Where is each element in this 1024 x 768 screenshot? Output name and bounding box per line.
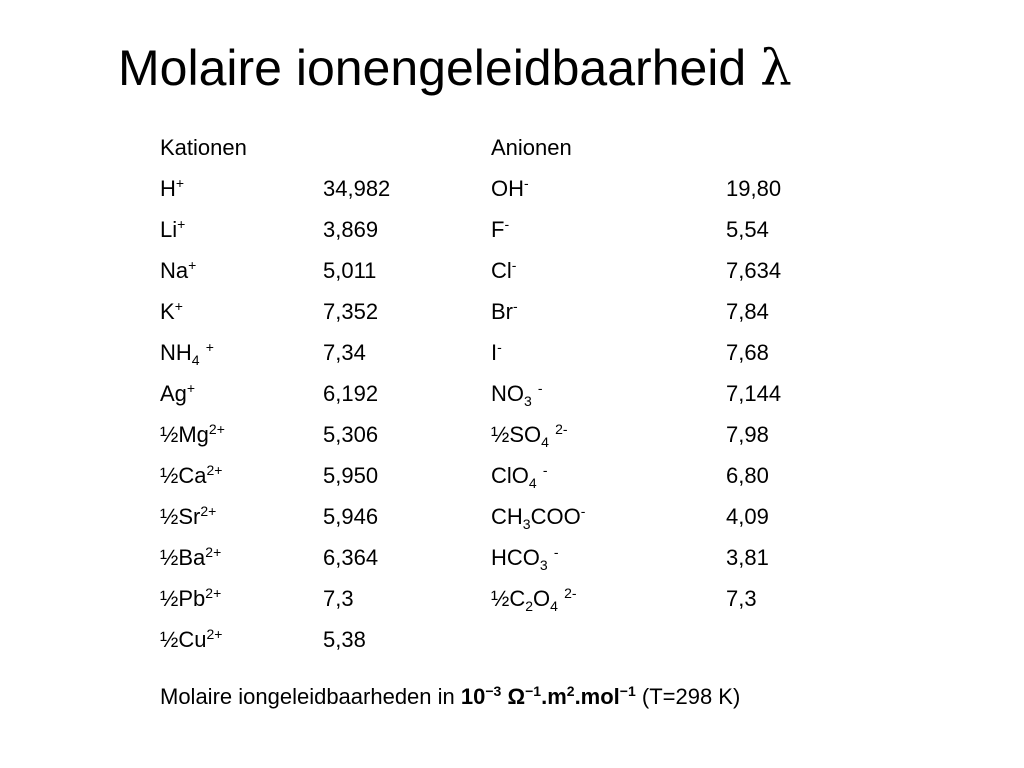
kation-value: 5,306 [323, 422, 379, 447]
kation-formula [160, 339, 214, 367]
kation-formula [160, 257, 196, 285]
anion-formula [491, 380, 543, 408]
formula-base: Mg [178, 422, 209, 447]
kation-value: 7,34 [323, 340, 366, 365]
formula-base: Cu [178, 627, 207, 652]
formula-charge: - [542, 462, 548, 478]
kation-formula [160, 216, 185, 244]
kation-formula [160, 298, 183, 326]
formula-subscript: 4 [541, 434, 549, 450]
formula-subscript: 4 [550, 598, 558, 614]
anion-value: 7,68 [726, 340, 769, 365]
formula-base: Pb [178, 586, 206, 611]
formula-charge: + [188, 257, 197, 273]
kation-formula [160, 380, 195, 408]
formula-charge: + [177, 216, 186, 232]
kation-value: 34,982 [323, 176, 391, 201]
footer-prefix: Molaire iongeleidbaarheden in [160, 684, 461, 709]
page-title [118, 36, 792, 100]
kation-formula [160, 544, 221, 572]
formula-base: Ca [178, 463, 207, 488]
formula-base: H [160, 176, 176, 201]
formula-charge: - [580, 503, 586, 519]
formula-charge: - [513, 298, 518, 314]
formula-subscript: 3 [524, 393, 532, 409]
kation-value: 6,364 [323, 545, 379, 570]
anion-formula [491, 462, 547, 490]
anion-formula [491, 421, 568, 449]
formula-text: F [491, 217, 505, 242]
kation-value: 5,946 [323, 504, 379, 529]
formula-base: Ag [160, 381, 187, 406]
footer-units-note [160, 682, 740, 712]
formula-prefix: ½ [160, 463, 179, 488]
formula-text: ½C [491, 586, 526, 611]
formula-charge: 2- [564, 585, 577, 601]
formula-charge: + [174, 298, 183, 314]
kation-formula [160, 503, 216, 531]
anion-value: 5,54 [726, 217, 769, 242]
formula-prefix: ½ [160, 545, 179, 570]
formula-subscript: 3 [522, 516, 531, 532]
header-anionen: Anionen [491, 135, 572, 160]
formula-charge: 2+ [205, 544, 222, 560]
kation-formula [160, 175, 184, 203]
formula-text: COO [530, 504, 581, 529]
anion-value: 4,09 [726, 504, 769, 529]
formula-charge: + [205, 339, 214, 355]
anion-value: 7,84 [726, 299, 769, 324]
kation-formula [160, 462, 222, 490]
anion-formula [491, 585, 577, 613]
kation-formula [160, 421, 225, 449]
kation-value: 5,38 [323, 627, 366, 652]
formula-text: OH [491, 176, 524, 201]
formula-charge: 2- [555, 421, 568, 437]
anion-value: 3,81 [726, 545, 769, 570]
anion-formula [491, 175, 529, 203]
formula-charge: 2+ [208, 421, 225, 437]
formula-charge: - [553, 544, 559, 560]
kation-value: 5,950 [323, 463, 379, 488]
header-kationen: Kationen [160, 135, 247, 160]
formula-subscript: 4 [528, 475, 537, 491]
formula-prefix: ½ [160, 586, 179, 611]
title-text: Molaire ionengeleidbaarheid [118, 40, 747, 96]
formula-charge: + [175, 175, 185, 191]
formula-text: HCO [491, 545, 540, 570]
formula-base: NH [160, 340, 192, 365]
kation-formula [160, 626, 222, 654]
anion-value: 7,98 [726, 422, 769, 447]
formula-text: Cl [491, 258, 512, 283]
formula-subscript: 3 [539, 557, 548, 573]
kation-value: 5,011 [323, 258, 377, 283]
formula-charge: 2+ [206, 626, 223, 642]
formula-text: ½SO [491, 422, 542, 447]
kation-value: 6,192 [323, 381, 379, 406]
formula-base: K [160, 299, 175, 324]
formula-prefix: ½ [160, 422, 179, 447]
formula-subscript: 2 [525, 598, 534, 614]
formula-base: Sr [178, 504, 201, 529]
formula-text: O [533, 586, 551, 611]
formula-text: I [491, 340, 498, 365]
formula-text: NO [491, 381, 524, 406]
formula-base: Li [160, 217, 178, 242]
anion-value: 6,80 [726, 463, 769, 488]
formula-charge: + [186, 380, 196, 396]
anion-formula [491, 216, 509, 244]
formula-base: Na [160, 258, 189, 283]
formula-prefix: ½ [160, 504, 179, 529]
formula-text: ClO [491, 463, 529, 488]
formula-prefix: ½ [160, 627, 179, 652]
formula-text: CH [491, 504, 523, 529]
kation-value: 7,352 [323, 299, 379, 324]
anion-value: 7,3 [726, 586, 757, 611]
formula-charge: - [537, 380, 543, 396]
anion-value: 7,634 [726, 258, 782, 283]
footer-suffix: (T=298 K) [635, 684, 741, 709]
anion-formula [491, 544, 558, 572]
footer-unit: $10^{-3}$ $\Omega^{-1}.m^2.mol^{-1}$ [460, 683, 636, 709]
anion-formula [491, 298, 518, 326]
formula-charge: - [504, 216, 510, 232]
formula-charge: - [524, 175, 529, 191]
anion-value: 7,144 [726, 381, 782, 406]
kation-value: 7,3 [323, 586, 354, 611]
anion-formula [491, 503, 585, 531]
formula-base: Ba [178, 545, 206, 570]
formula-charge: 2+ [200, 503, 217, 519]
kation-formula [160, 585, 221, 613]
anion-value: 19,80 [726, 176, 782, 201]
formula-subscript: 4 [191, 352, 200, 368]
anion-formula [491, 339, 502, 367]
formula-text: Br [491, 299, 513, 324]
kation-value: 3,869 [323, 217, 379, 242]
formula-charge: 2+ [205, 585, 222, 601]
formula-charge: - [497, 339, 502, 355]
formula-charge: - [511, 257, 517, 273]
formula-charge: 2+ [206, 462, 223, 478]
lambda-symbol: λ [760, 39, 792, 97]
anion-formula [491, 257, 516, 285]
